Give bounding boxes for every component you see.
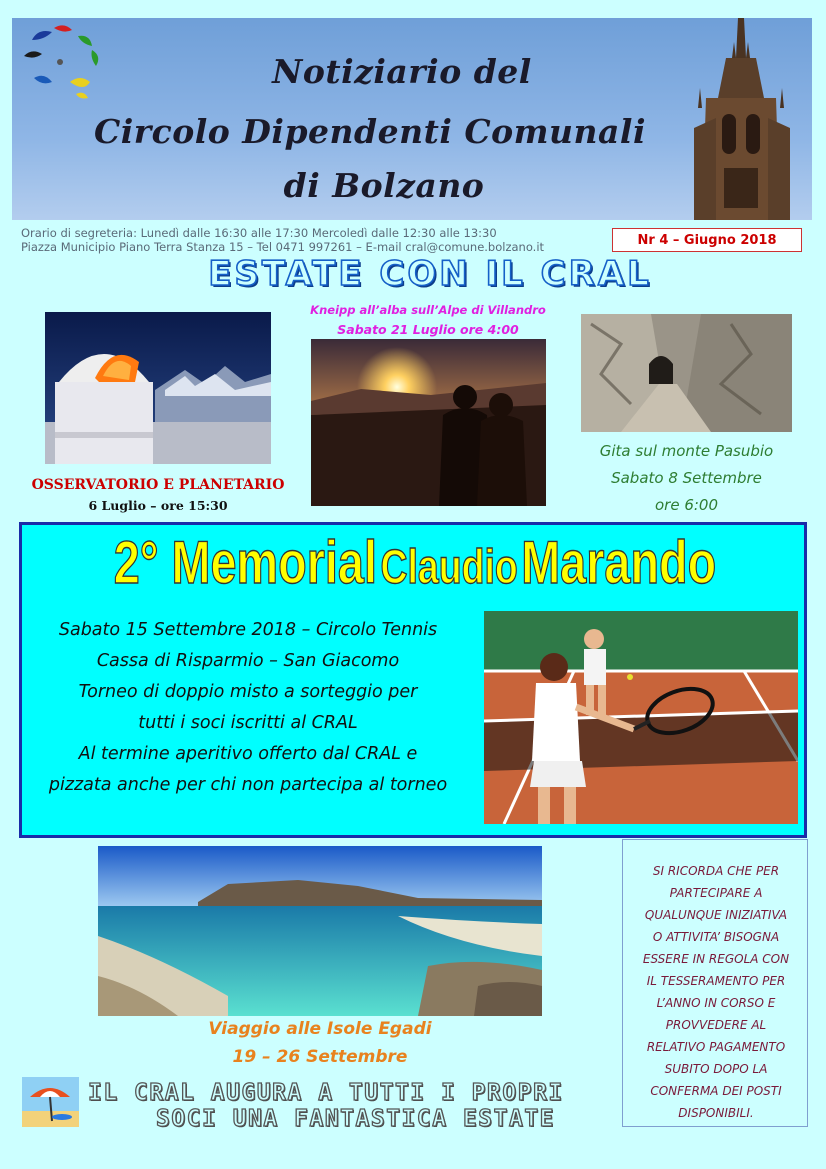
reminder-line: CONFERMA DEI POSTI <box>650 1084 782 1098</box>
membership-reminder <box>622 839 808 1127</box>
header-title-line3: di Bolzano <box>283 166 485 205</box>
reminder-line: RELATIVO PAGAMENTO <box>646 1040 786 1054</box>
memorial-title-part1: 2° Memorial <box>113 529 377 596</box>
header-title-line1: Notiziario del <box>272 52 532 91</box>
egadi-title: Viaggio alle Isole Egadi <box>208 1019 432 1039</box>
bell-tower-image <box>676 18 806 220</box>
reminder-line: O ATTIVITA’ BISOGNA <box>652 930 780 944</box>
observatory-photo <box>45 312 271 464</box>
main-title: ESTATE CON IL CRAL <box>208 254 652 294</box>
office-hours: Orario di segreteria: Lunedì dalle 16:30 alle 17:30 Mercoledì dalle 12:30 alle 13:30 <box>21 226 497 240</box>
reminder-line: SI RICORDA CHE PER <box>652 864 780 878</box>
observatory-title: OSSERVATORIO E PLANETARIO <box>31 477 285 493</box>
reminder-line: DISPONIBILI. <box>678 1106 754 1120</box>
office-info <box>21 226 544 254</box>
memorial-line: Torneo di doppio misto a sorteggio per <box>78 682 418 702</box>
header-title-line2: Circolo Dipendenti Comunali <box>93 112 646 151</box>
memorial-line: tutti i soci iscritti al CRAL <box>138 713 358 733</box>
kneipp-date: Sabato 21 Luglio ore 4:00 <box>337 322 519 337</box>
pasubio-photo <box>581 314 792 432</box>
egadi-date: 19 – 26 Settembre <box>232 1047 408 1067</box>
office-address: Piazza Municipio Piano Terra Stanza 15 – Tel 0471 997261 – E-mail cral@comune.bolzano.it <box>21 240 545 254</box>
issue-badge: Nr 4 – Giugno 2018 <box>612 228 802 252</box>
tennis-photo <box>484 611 798 824</box>
memorial-title-part2: Claudio <box>380 541 518 594</box>
memorial-title <box>107 528 723 597</box>
reminder-line: PROVVEDERE AL <box>665 1018 767 1032</box>
beach-umbrella-icon <box>22 1077 79 1127</box>
reminder-line: ESSERE IN REGOLA CON <box>642 952 790 966</box>
memorial-line: pizzata anche per chi non partecipa al torneo <box>48 775 448 795</box>
sunrise-couple-photo <box>311 339 546 506</box>
observatory-date: 6 Luglio – ore 15:30 <box>88 498 228 513</box>
pasubio-line2: Sabato 8 Settembre <box>611 469 762 487</box>
memorial-line: Al termine aperitivo offerto dal CRAL e <box>78 744 418 764</box>
reminder-line: QUALUNQUE INIZIATIVA <box>644 908 788 922</box>
memorial-title-part3: Marando <box>521 529 717 596</box>
reminder-line: L’ANNO IN CORSO E <box>656 996 776 1010</box>
reminder-line: PARTECIPARE A <box>669 886 763 900</box>
memorial-line: Sabato 15 Settembre 2018 – Circolo Tennis <box>58 620 438 640</box>
memorial-line: Cassa di Risparmio – San Giacomo <box>96 651 400 671</box>
newsletter-header <box>12 18 812 220</box>
pasubio-line1: Gita sul monte Pasubio <box>599 442 774 460</box>
reminder-line: IL TESSERAMENTO PER <box>646 974 786 988</box>
greeting-line1: IL CRAL AUGURA A TUTTI I PROPRI <box>88 1080 564 1106</box>
kneipp-title: Kneipp all’alba sull’Alpe di Villandro <box>310 303 546 317</box>
greeting-line2: SOCI UNA FANTASTICA ESTATE <box>156 1106 556 1132</box>
egadi-beach-photo <box>98 846 542 1016</box>
reminder-line: SUBITO DOPO LA <box>664 1062 768 1076</box>
pasubio-line3: ore 6:00 <box>654 496 719 514</box>
